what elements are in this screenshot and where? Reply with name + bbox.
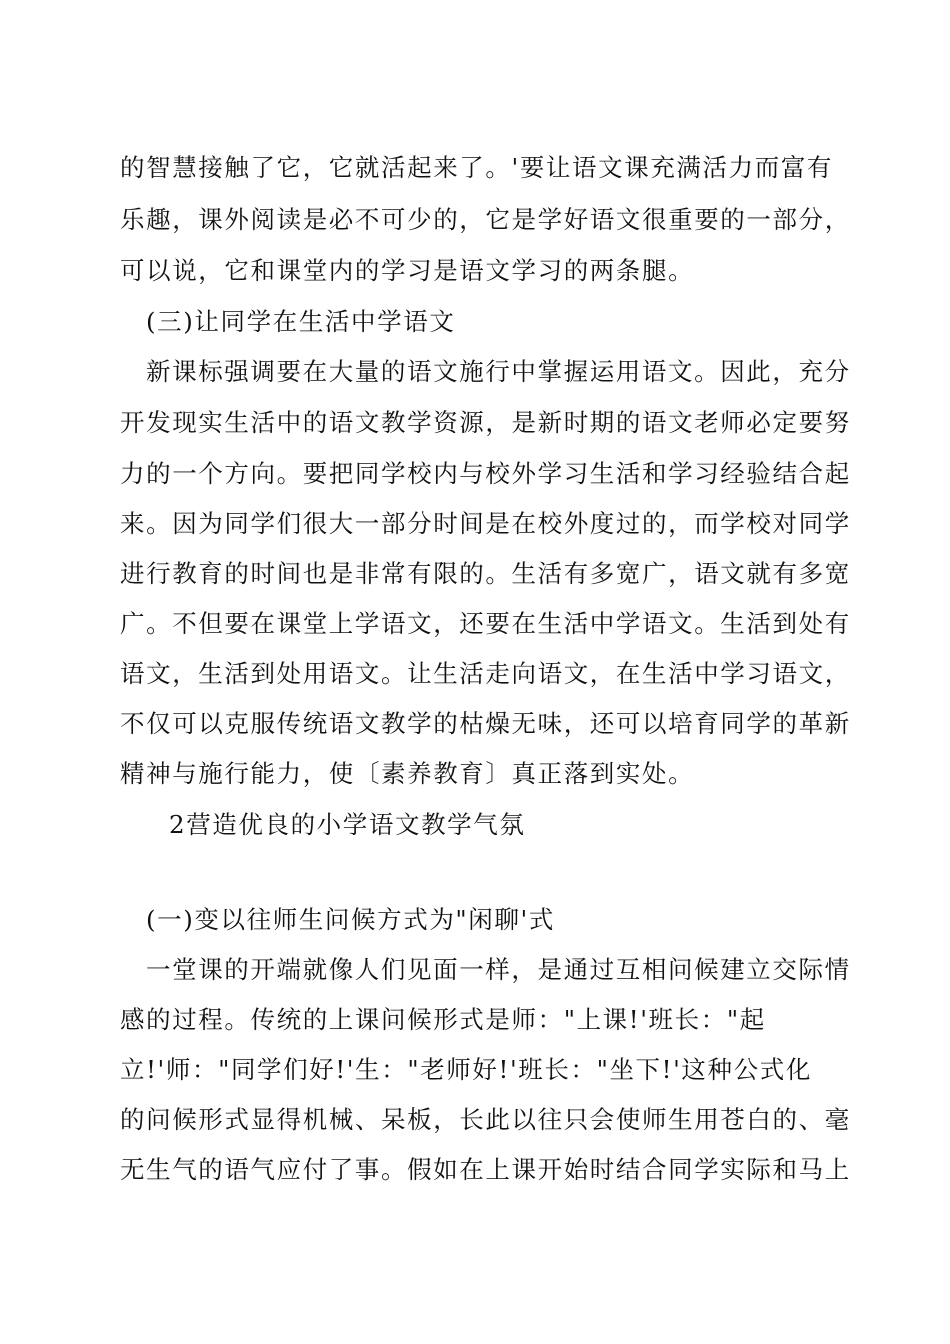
text-line: 不仅可以克服传统语文教学的枯燥无味，还可以培育同学的革新 — [120, 709, 851, 738]
text-line: 感的过程。传统的上课问候形式是师："上课!'班长："起 — [120, 1005, 766, 1034]
text-line: 的问候形式显得机械、呆板，长此以往只会使师生用苍白的、毫 — [120, 1105, 851, 1134]
text-line: 广。不但要在课堂上学语文，还要在生活中学语文。生活到处有 — [120, 609, 851, 638]
text-line: 力的一个方向。要把同学校内与校外学习生活和学习经验结合起 — [120, 459, 851, 488]
section-heading: (三)让同学在生活中学语文 — [146, 307, 456, 336]
text-line: 来。因为同学们很大一部分时间是在校外度过的，而学校对同学 — [120, 509, 851, 538]
text-line: 语文，生活到处用语文。让生活走向语文，在生活中学习语文， — [120, 659, 851, 688]
section-heading: 2营造优良的小学语文教学气氛 — [169, 810, 526, 839]
text-line: 新课标强调要在大量的语文施行中掌握运用语文。因此，充分 — [146, 357, 851, 386]
text-line: 乐趣，课外阅读是必不可少的，它是学好语文很重要的一部分， — [120, 205, 851, 234]
section-heading: (一)变以往师生问候方式为"闲聊'式 — [146, 905, 555, 934]
text-line: 开发现实生活中的语文教学资源，是新时期的语文老师必定要努 — [120, 408, 851, 437]
text-line: 精神与施行能力，使〔素养教育〕真正落到实处。 — [120, 759, 695, 788]
text-line: 可以说，它和课堂内的学习是语文学习的两条腿。 — [120, 256, 695, 285]
text-line: 无生气的语气应付了事。假如在上课开始时结合同学实际和马上 — [120, 1155, 851, 1184]
text-line: 进行教育的时间也是非常有限的。生活有多宽广，语文就有多宽 — [120, 559, 851, 588]
text-line: 的智慧接触了它，它就活起来了。'要让语文课充满活力而富有 — [120, 153, 834, 182]
text-line: 一堂课的开端就像人们见面一样，是通过互相问候建立交际情 — [146, 955, 851, 984]
text-line: 立!'师："同学们好!'生："老师好!'班长："坐下!'这种公式化 — [120, 1055, 812, 1084]
